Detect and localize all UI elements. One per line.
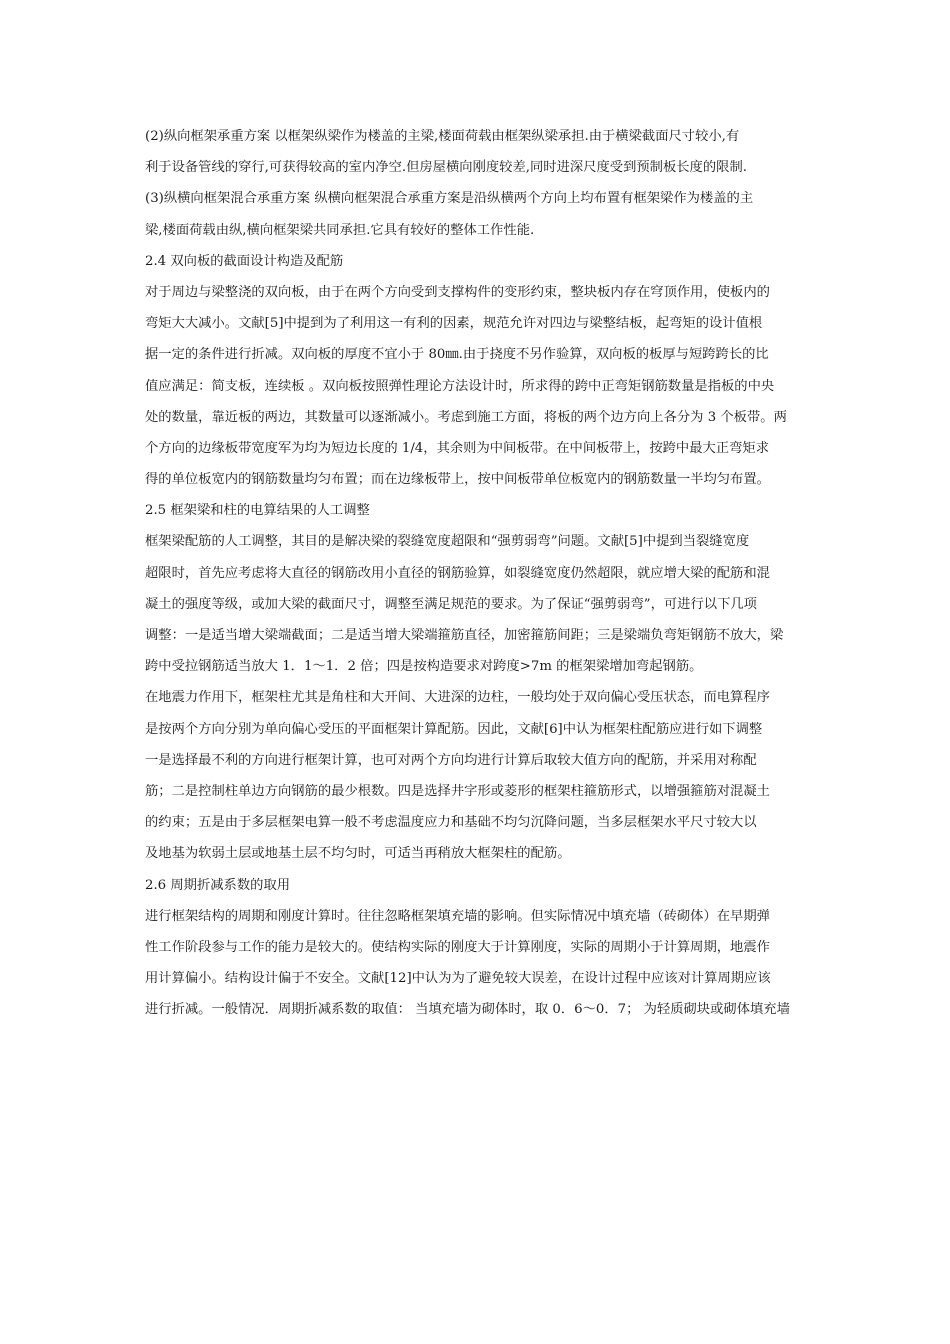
paragraph-line: 弯矩大大减小。文献[5]中提到为了利用这一有利的因素，规范允许对四边与梁整结板，起弯矩的设计值根 bbox=[145, 316, 763, 332]
paragraph-line: (2)纵向框架承重方案 以框架纵梁作为楼盖的主梁,楼面荷载由框架纵梁承担.由于横梁截面尺寸较小,有 bbox=[145, 129, 740, 144]
paragraph-line: 调整：一是适当增大梁端截面；二是适当增大梁端箍筋直径，加密箍筋间距；三是梁端负弯矩钢筋不放大，梁 bbox=[145, 628, 784, 643]
paragraph-line: 跨中受拉钢筋适当放大 1．1～1．2 倍；四是按构造要求对跨度>7m 的框架梁增加弯起钢筋。 bbox=[145, 659, 703, 675]
paragraph-line: 对于周边与梁整浇的双向板，由于在两个方向受到支撑构件的变形约束，整块板内存在穹顶作用，使板内的 bbox=[145, 284, 770, 300]
paragraph-line: 处的数量，靠近板的两边，其数量可以逐渐减小。考虑到施工方面，将板的两个边方向上各分为 3 个板带。两 bbox=[145, 409, 787, 425]
paragraph-line: 值应满足：简支板，连续板 。双向板按照弹性理论方法设计时，所求得的跨中正弯矩钢筋数量是指板的中央 bbox=[145, 378, 775, 394]
paragraph-line: 及地基为软弱土层或地基土层不均匀时，可适当再稍放大框架柱的配筋。 bbox=[145, 846, 571, 862]
paragraph-line: 性工作阶段参与工作的能力是较大的。使结构实际的刚度大于计算刚度，实际的周期小于计算周期，地震作 bbox=[145, 939, 770, 955]
document-body bbox=[145, 121, 810, 1025]
paragraph-line: 是按两个方向分别为单向偏心受压的平面框架计算配筋。因此，文献[6]中认为框架柱配筋应进行如下调整 bbox=[145, 721, 763, 737]
paragraph-line: 框架梁配筋的人工调整，其目的是解决梁的裂缝宽度超限和“强剪弱弯”问题。文献[5]中提到当裂缝宽度 bbox=[145, 534, 750, 550]
paragraph-line: 个方向的边缘板带宽度军为均为短边长度的 1/4，其余则为中间板带。在中间板带上，按跨中最大正弯矩求 bbox=[145, 440, 769, 456]
paragraph-line: 据一定的条件进行折减。双向板的厚度不宜小于 80㎜.由于挠度不另作验算，双向板的板厚与短跨跨长的比 bbox=[145, 347, 769, 363]
section-heading-2-5: 2.5 框架梁和柱的电算结果的人工调整 bbox=[145, 503, 370, 519]
section-heading-2-4: 2.4 双向板的截面设计构造及配筋 bbox=[145, 253, 344, 269]
paragraph-line: 的约束；五是由于多层框架电算一般不考虑温度应力和基础不均匀沉降问题，当多层框架水平尺寸较大以 bbox=[145, 815, 757, 831]
paragraph-line: 超限时，首先应考虑将大直径的钢筋改用小直径的钢筋验算，如裂缝宽度仍然超限，就应增大梁的配筋和混 bbox=[145, 565, 770, 581]
section-heading-2-6: 2.6 周期折减系数的取用 bbox=[145, 877, 291, 893]
paragraph-line: 进行折减。一般情况．周期折减系数的取值： 当填充墙为砌体时，取 0．6～0．7； 为轻质砌块或砌体填充墙 bbox=[145, 1002, 790, 1018]
paragraph-line: 凝土的强度等级，或加大梁的截面尺寸，调整至满足规范的要求。为了保证“强剪弱弯”，可进行以下几项 bbox=[145, 596, 757, 612]
paragraph-line: 在地震力作用下，框架柱尤其是角柱和大开间、大进深的边柱，一般均处于双向偏心受压状态，而电算程序 bbox=[145, 690, 770, 706]
paragraph-line: 进行框架结构的周期和刚度计算时。往往忽略框架填充墙的影响。但实际情况中填充墙（砖砌体）在早期弹 bbox=[145, 908, 770, 924]
paragraph-line: 用计算偏小。结构设计偏于不安全。文献[12]中认为为了避免较大误差，在设计过程中应该对计算周期应该 bbox=[145, 971, 771, 987]
paragraph-line: 利于设备管线的穿行,可获得较高的室内净空.但房屋横向刚度较差,同时进深尺度受到预制板长度的限制. bbox=[145, 160, 747, 176]
paragraph-line: 梁,楼面荷载由纵,横向框架梁共同承担.它具有较好的整体工作性能. bbox=[145, 222, 535, 238]
paragraph-line: 一是选择最不利的方向进行框架计算，也可对两个方向均进行计算后取较大值方向的配筋，并采用对称配 bbox=[145, 752, 757, 768]
paragraph-line: 得的单位板宽内的钢筋数量均匀布置；而在边缘板带上，按中间板带单位板宽内的钢筋数量一半均匀布置。 bbox=[145, 472, 770, 488]
paragraph-line: (3)纵横向框架混合承重方案 纵横向框架混合承重方案是沿纵横两个方向上均布置有框架梁作为楼盖的主 bbox=[145, 191, 754, 207]
paragraph-line: 筋；二是控制柱单边方向钢筋的最少根数。四是选择井字形或菱形的框架柱箍筋形式，以增强箍筋对混凝土 bbox=[145, 783, 770, 799]
